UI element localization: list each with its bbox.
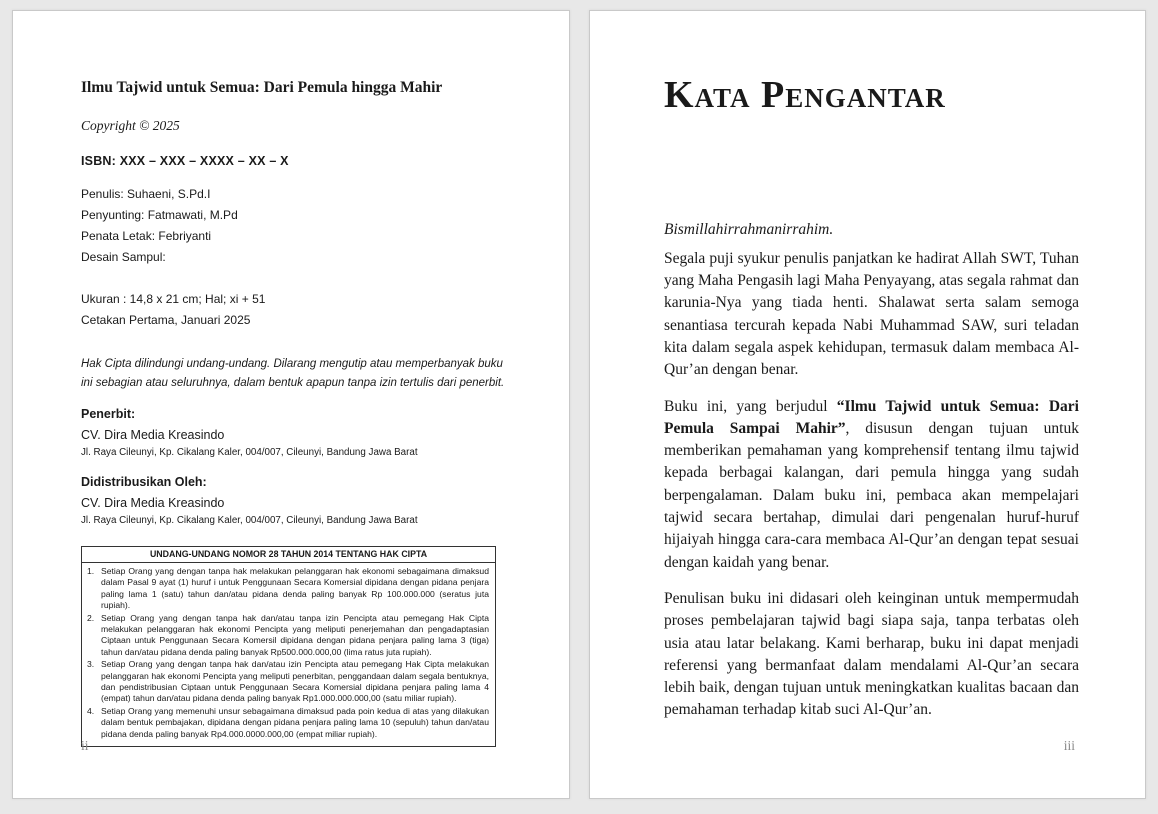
law-item-number: 4. (87, 705, 95, 716)
foreword-page-content (590, 11, 1145, 722)
copyright-line: Copyright © 2025 (81, 118, 180, 133)
law-box-items (82, 563, 495, 746)
law-item (85, 659, 489, 705)
distributor-address: Jl. Raya Cileunyi, Kp. Cikalang Kaler, 004/007, Cileunyi, Bandung Jawa Barat (81, 515, 418, 526)
page-number-left: ii (81, 738, 89, 753)
isbn-line: ISBN: XXX – XXX – XXXX – XX – X (81, 154, 289, 168)
distributor-label: Didistribusikan Oleh: (81, 475, 207, 489)
publisher-block (81, 407, 509, 458)
paragraph-2-tail: , disusun dengan tujuan untuk memberikan pemahaman yang komprehensif tentang ilmu tajwid kepada berbagai kalangan, dari pemula hingga yang sudah berpengalaman. Dalam buku ini, pembaca akan mempelajari tajwid secara bertahap, dimulai dari pengenalan huruf-huruf hijaiyah hingga cara-cara membaca Al-Qur’an dengan tepat sesuai dengan kaidah yang benar. (664, 419, 1079, 571)
law-item-number: 2. (87, 612, 95, 623)
copyright-page (12, 10, 570, 799)
credit-editor: Penyunting: Fatmawati, M.Pd (81, 208, 238, 222)
publisher-label: Penerbit: (81, 407, 136, 421)
copyright-page-content (13, 11, 569, 747)
law-item (85, 566, 489, 612)
foreword-paragraph-1: Segala puji syukur penulis panjatkan ke hadirat Allah SWT, Tuhan yang Maha Pengasih lagi Maha Penyayang, atas segala rahmat dan karunia-Nya yang tiada henti. Shalawat serta salam semoga senantiasa tercurah kepada Nabi Muhammad SAW, suri teladan kita dalam segala aspek kehidupan, termasuk dalam membaca Al-Qur’an dengan benar. (664, 249, 1079, 379)
paragraph-2-lead: Buku ini, yang berjudul (664, 397, 837, 415)
law-item-text: Setiap Orang yang dengan tanpa hak dan/atau izin Pencipta atau pemegang Hak Cipta melakukan pelanggaran hak ekonomi Pencipta yang meliputi penerbitan, penggandaan dalam segala bentuknya, dan pendistribusian Ciptaan untuk Penggunaan Secara Komersial dipidana penjara paling lama 4 (empat) tahun dan/atau pidana denda paling banyak Rp1.000.000.000,00 (satu miliar rupiah). (101, 659, 489, 704)
foreword-paragraph-2 (664, 396, 1079, 574)
law-item-text: Setiap Orang yang dengan tanpa hak dan/atau tanpa izin Pencipta atau pemegang Hak Cipta melakukan pelanggaran hak ekonomi Pencipta yang meliputi penerjemahan dan pengadaptasian Ciptaan untuk Penggunaan Secara Komersil dipidana dengan pidana penjara paling lama 3 (tiga) tahun dan/atau pidana denda paling banyak Rp500.000.000,00 (lima ratus juta rupiah). (101, 612, 489, 657)
law-item-number: 3. (87, 659, 95, 670)
rights-notice: Hak Cipta dilindungi undang-undang. Dilarang mengutip atau memperbanyak buku ini sebagian atau seluruhnya, dalam bentuk apapun tanpa izin tertulis dari penerbit. (81, 358, 505, 389)
law-item (85, 706, 489, 740)
distributor-block (81, 475, 509, 526)
credit-author: Penulis: Suhaeni, S.Pd.I (81, 187, 211, 201)
distributor-name: CV. Dira Media Kreasindo (81, 496, 225, 510)
spec-size: Ukuran : 14,8 x 21 cm; Hal; xi + 51 (81, 292, 266, 306)
law-item (85, 613, 489, 659)
copyright-law-box (81, 546, 496, 747)
spec-edition: Cetakan Pertama, Januari 2025 (81, 313, 251, 327)
page-number-right: iii (1063, 738, 1075, 753)
bismillah-line: Bismillahirrahmanirrahim. (664, 220, 834, 238)
law-item-text: Setiap Orang yang memenuhi unsur sebagaimana dimaksud pada poin kedua di atas yang dilakukan dalam bentuk pembajakan, dipidana dengan pidana penjara paling lama 10 (sepuluh) tahun dan/atau pidana denda paling banyak Rp4.000.0000.000,00 (empat miliar rupiah). (101, 705, 489, 739)
publisher-address: Jl. Raya Cileunyi, Kp. Cikalang Kaler, 004/007, Cileunyi, Bandung Jawa Barat (81, 447, 418, 458)
law-box-title: UNDANG-UNDANG NOMOR 28 TAHUN 2014 TENTANG HAK CIPTA (82, 547, 495, 563)
book-title: Ilmu Tajwid untuk Semua: Dari Pemula hingga Mahir (81, 79, 443, 96)
foreword-paragraph-3: Penulisan buku ini didasari oleh keinginan untuk mempermudah proses pembelajaran tajwid bagi siapa saja, tanpa terbatas oleh usia atau latar belakang. Kami berharap, buku ini dapat menjadi referensi yang bermanfaat dalam mendalami Al-Qur’an secara lebih baik, dengan tujuan untuk meningkatkan kualitas bacaan dan pemahaman terhadap kitab suci Al-Qur’an. (664, 589, 1079, 719)
paragraph-2-book-title: “Ilmu Tajwid untuk Semua: Dari Pemula Sampai Mahir” (664, 397, 1079, 437)
publisher-name: CV. Dira Media Kreasindo (81, 428, 225, 442)
law-item-number: 1. (87, 566, 95, 576)
credit-layout: Penata Letak: Febriyanti (81, 229, 212, 243)
law-item-text: Setiap Orang yang dengan tanpa hak melakukan pelanggaran hak ekonomi sebagaimana dimaksud dalam Pasal 9 ayat (1) huruf i untuk Penggunaan Secara Komersial dipidana dengan pidana penjara paling lama 1 (satu) tahun dan/atau pidana denda paling banyak Rp 100.000.000 (seratus juta rupiah). (101, 566, 489, 611)
chapter-title: Kata Pengantar (664, 74, 946, 116)
credit-cover-design: Desain Sampul: (81, 250, 166, 264)
foreword-page (589, 10, 1146, 799)
credits-block (81, 187, 509, 264)
specs-block (81, 292, 509, 327)
